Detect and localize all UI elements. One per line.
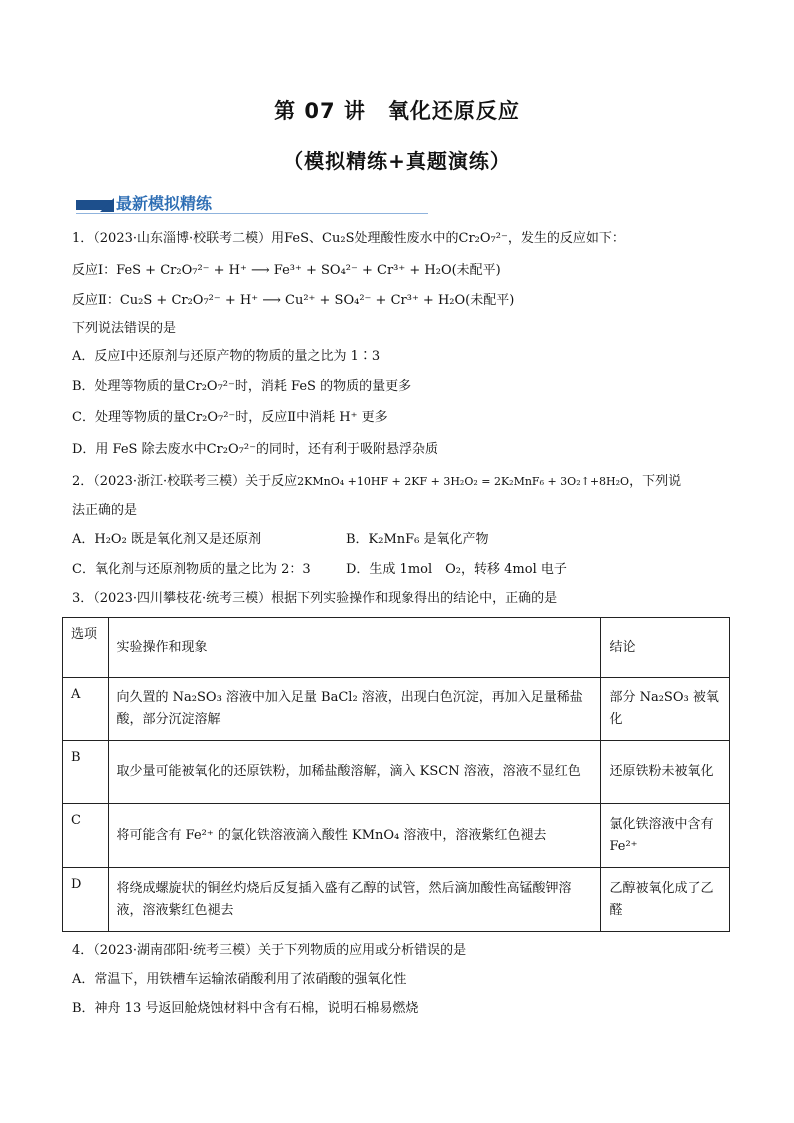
q4-option-a: A．常温下，用铁槽车运输浓硝酸利用了浓硝酸的强氧化性 (72, 972, 407, 987)
q1-option-b-ion: Cr₂O₇²⁻ (185, 379, 235, 394)
header-operation: 实验操作和现象 (108, 618, 601, 678)
q2-stem-text-2: ，下列说 (629, 474, 682, 489)
q1-option-d-text-2: 的同时，还有利于吸附悬浮杂质 (255, 442, 438, 457)
q2-stem-text: 2．（2023·浙江·校联考三模）关于反应 (72, 474, 298, 489)
q1-option-c-text: C．处理等物质的量 (72, 410, 186, 425)
q1-stem-text: 1．（2023·山东淄博·校联考二模）用 (72, 231, 285, 246)
q1-option-a: A．反应Ⅰ中还原剂与还原产物的物质的量之比为 1∶3 (72, 349, 381, 364)
q4-option-b: B．神舟 13 号返回舱烧蚀材料中含有石棉，说明石棉易燃烧 (72, 1001, 419, 1016)
banner-triangle-decoration (100, 198, 114, 212)
q1-option-b-text: B．处理等物质的量 (72, 379, 186, 394)
experiment-table (62, 617, 730, 932)
row-d-option: D (63, 868, 109, 932)
row-c-operation: 将可能含有 Fe²⁺ 的氯化铁溶液滴入酸性 KMnO₄ 溶液中，溶液紫红色褪去 (108, 804, 601, 868)
q1-option-d-text: D．用 FeS 除去废水中 (72, 442, 207, 457)
table-row (63, 741, 730, 804)
section-banner (76, 192, 428, 214)
q1-reaction-2-label: 反应Ⅱ： (72, 293, 120, 308)
q1-option-c (72, 409, 388, 427)
q1-stem-text-2: 处理酸性废水中的 (354, 231, 459, 246)
q1-reaction-2 (72, 292, 514, 310)
row-c-conclusion: 氯化铁溶液中含有 Fe²⁺ (601, 804, 730, 868)
section-label: 最新模拟精练 (116, 194, 213, 213)
q1-prompt: 下列说法错误的是 (72, 321, 177, 336)
banner-underline (76, 213, 428, 214)
row-a-option: A (63, 678, 109, 741)
q2-stem (72, 473, 681, 491)
q1-reaction-1-equation: FeS + Cr₂O₇²⁻ + H⁺ ⟶ Fe³⁺ + SO₄²⁻ + Cr³⁺ + H₂O(未配平) (116, 263, 501, 278)
q2-equation: 2KMnO₄ +10HF + 2KF + 3H₂O₂ = 2K₂MnF₆ + 3O₂↑+8H₂O (297, 475, 630, 488)
q2-option-a: A．H₂O₂ 既是氧化剂又是还原剂 (72, 532, 261, 547)
table-row (63, 868, 730, 932)
q2-option-d: D．生成 1mol O₂，转移 4mol 电子 (346, 562, 567, 577)
page-title: 第 07 讲 氧化还原反应 (274, 99, 520, 123)
q1-reaction-1-label: 反应Ⅰ： (72, 263, 117, 278)
q1-option-d-ion: Cr₂O₇²⁻ (206, 442, 256, 457)
q1-stem-formula: FeS、Cu₂S (284, 231, 355, 246)
q4-stem: 4．（2023·湖南邵阳·统考三模）关于下列物质的应用或分析错误的是 (72, 943, 467, 958)
q1-stem (72, 230, 625, 248)
header-option: 选项 (63, 618, 109, 678)
table-header-row (63, 618, 730, 678)
row-a-operation: 向久置的 Na₂SO₃ 溶液中加入足量 BaCl₂ 溶液，出现白色沉淀，再加入足量稀盐酸，部分沉淀溶解 (108, 678, 601, 741)
row-a-conclusion: 部分 Na₂SO₃ 被氧化 (601, 678, 730, 741)
q1-option-c-ion: Cr₂O₇²⁻ (185, 410, 236, 425)
q3-stem: 3．（2023·四川攀枝花·统考三模）根据下列实验操作和现象得出的结论中，正确的是 (72, 591, 558, 606)
header-conclusion: 结论 (601, 618, 730, 678)
q1-reaction-2-equation: Cu₂S + Cr₂O₇²⁻ + H⁺ ⟶ Cu²⁺ + SO₄²⁻ + Cr³⁺ + H₂O(未配平) (119, 293, 515, 308)
table-row (63, 804, 730, 868)
q1-option-d (72, 441, 438, 459)
q1-stem-text-3: ，发生的反应如下： (507, 231, 625, 246)
q2-option-b: B．K₂MnF₆ 是氧化产物 (346, 532, 489, 547)
row-b-option: B (63, 741, 109, 804)
row-d-conclusion: 乙醇被氧化成了乙醛 (601, 868, 730, 932)
table-row (63, 678, 730, 741)
q1-stem-ion: Cr₂O₇²⁻ (458, 231, 508, 246)
q2-option-c: C．氧化剂与还原剂物质的量之比为 2：3 (72, 562, 311, 577)
row-b-conclusion: 还原铁粉未被氧化 (601, 741, 730, 804)
row-b-operation: 取少量可能被氧化的还原铁粉，加稀盐酸溶解，滴入 KSCN 溶液，溶液不显红色 (108, 741, 601, 804)
q1-option-b (72, 378, 411, 396)
row-c-option: C (63, 804, 109, 868)
q1-option-b-text-2: 时，消耗 FeS 的物质的量更多 (234, 379, 412, 394)
q2-stem-continued: 法正确的是 (72, 503, 138, 518)
q1-option-c-text-2: 时，反应Ⅱ中消耗 H⁺ 更多 (235, 410, 388, 425)
row-d-operation: 将绕成螺旋状的铜丝灼烧后反复插入盛有乙醇的试管，然后滴加酸性高锰酸钾溶液，溶液紫红色褪去 (108, 868, 601, 932)
q1-reaction-1 (72, 262, 501, 280)
page-subtitle: （模拟精练+真题演练） (283, 149, 511, 173)
